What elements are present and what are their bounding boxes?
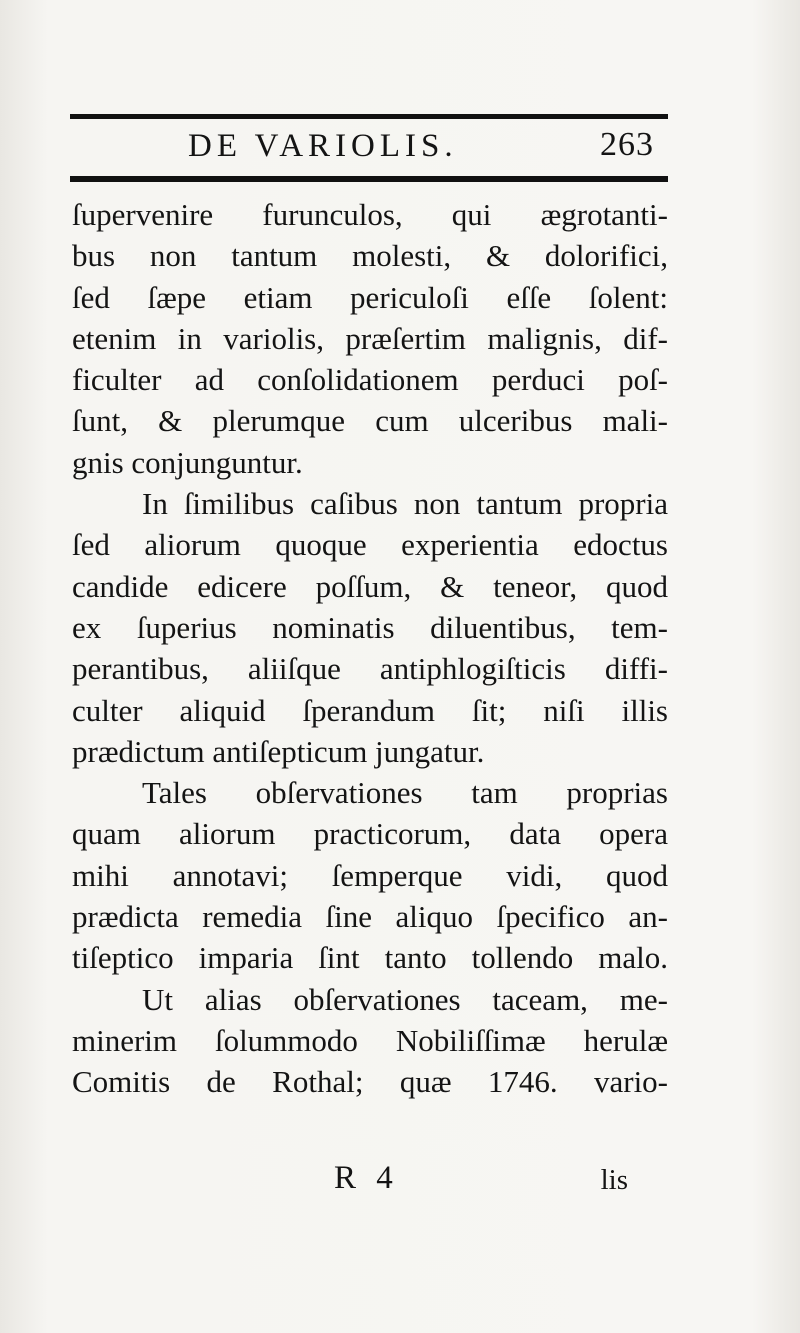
text-line: prædictum antiſepticum jungatur. <box>72 733 485 769</box>
text-line: ſed aliorum quoque experientia edoctus <box>72 527 668 563</box>
header-rule-bottom <box>70 176 668 182</box>
catchword: lis <box>600 1164 628 1196</box>
body-text <box>72 194 668 1103</box>
page-number: 263 <box>600 126 654 163</box>
text-line: ſupervenire furunculos, qui ægrotanti- <box>72 197 668 232</box>
text-line: prædicta remedia ſine aliquo ſpecifico an- <box>72 899 668 935</box>
text-line: gnis conjunguntur. <box>72 444 303 480</box>
text-line: Tales obſervationes tam proprias <box>142 775 668 811</box>
signature-mark: R 4 <box>334 1160 399 1196</box>
text-line: etenim in variolis, præſertim malignis, dif- <box>72 320 668 356</box>
text-line: Ut alias obſervationes taceam, me- <box>142 981 668 1017</box>
text-line: culter aliquid ſperandum ſit; niſi illis <box>72 692 668 728</box>
text-line: ſunt, & plerumque cum ulceribus mali- <box>72 403 668 439</box>
text-line: ficulter ad conſolidationem perduci poſ- <box>72 362 668 398</box>
text-line: Comitis de Rothal; quæ 1746. vario- <box>72 1064 668 1100</box>
text-line: bus non tantum molesti, & dolorifici, <box>72 238 668 274</box>
page-footer <box>70 1160 668 1204</box>
text-line: candide edicere poſſum, & teneor, quod <box>72 568 668 604</box>
text-line: tiſeptico imparia ſint tanto tollendo malo. <box>72 940 668 976</box>
running-head <box>70 124 668 172</box>
text-line: quam aliorum practicorum, data opera <box>72 816 668 852</box>
text-line: ex ſuperius nominatis diluentibus, tem- <box>72 609 668 645</box>
text-line: perantibus, aliiſque antiphlogiſticis diffi- <box>72 651 668 687</box>
text-line: ſed ſæpe etiam periculoſi eſſe ſolent: <box>72 279 668 315</box>
text-line: minerim ſolummodo Nobiliſſimæ herulæ <box>72 1022 668 1058</box>
header-rule-top <box>70 114 668 119</box>
text-line: mihi annotavi; ſemperque vidi, quod <box>72 857 668 893</box>
running-title: DE VARIOLIS. <box>188 128 458 164</box>
text-line: In ſimilibus caſibus non tantum propria <box>142 486 668 522</box>
